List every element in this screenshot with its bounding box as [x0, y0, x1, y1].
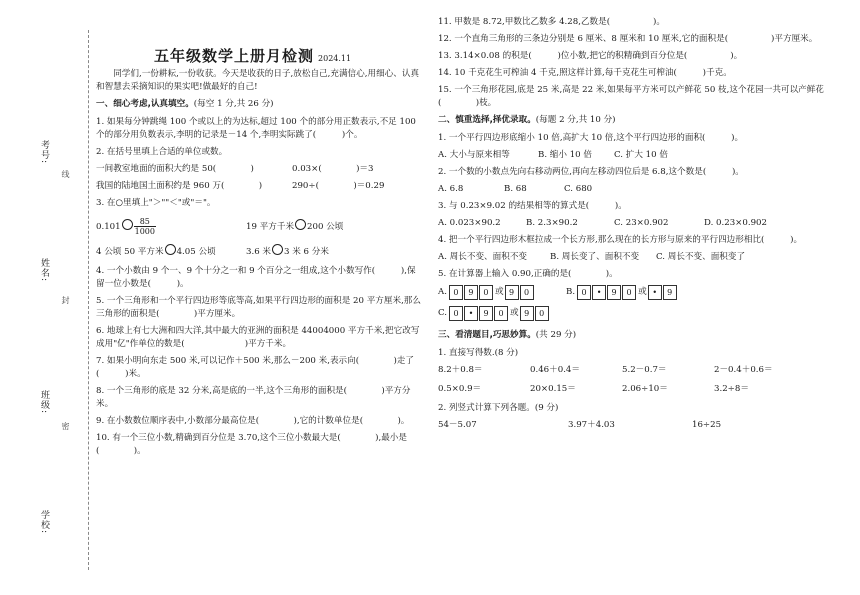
- s2-q5-row1: [438, 285, 836, 300]
- vertical-calc-item: 54－5.07: [438, 420, 477, 430]
- calc-option-c: [438, 306, 550, 321]
- s1-q3-item2: [246, 219, 343, 234]
- or-text: 或: [510, 308, 519, 318]
- option-a-label: A.: [438, 287, 447, 297]
- class-label: 班级:: [39, 390, 49, 415]
- s2-q1: 1. 一个平行四边形底缩小 10 倍,高扩大 10 倍,这个平行四边形的面积( )。: [438, 133, 744, 143]
- left-column: [96, 46, 424, 462]
- option-b: B. 2.3×90.2: [526, 218, 578, 228]
- s3-q2: 2. 列竖式计算下列各题。(9 分): [438, 403, 559, 413]
- s1-q2-line2: [96, 180, 424, 193]
- key-dot: •: [464, 306, 478, 321]
- vertical-calc-item: 3.97＋4.03: [568, 420, 615, 430]
- s1-q3-d2: 3 米 6 分米: [284, 247, 329, 257]
- section3-note: (共 29 分): [535, 330, 577, 340]
- s3-vertical-calc-row: [438, 419, 836, 432]
- exam-number-label: 考号:: [39, 140, 49, 165]
- key-0: 0: [577, 285, 591, 300]
- option-a: A. 周长不变、面积不变: [438, 252, 528, 262]
- key-0: 0: [622, 285, 636, 300]
- keypad-sequence: [505, 285, 535, 300]
- option-b: B. 周长变了、面积不变: [550, 252, 640, 262]
- compare-circle[interactable]: [122, 219, 133, 230]
- fraction-85-1000: [134, 217, 156, 236]
- intro-text: 同学们,一份耕耘,一份收获。今天是收获的日子,放松自己,充满信心,用细心、认真和智慧去采摘知识的果实吧!做最好的自己!: [96, 69, 420, 92]
- vertical-calc-item: 16÷25: [692, 420, 722, 430]
- s3-calc-row2: [438, 383, 836, 396]
- s1-q3-b2: 200 公顷: [307, 221, 344, 232]
- s1-q2-l2b: 290÷( )＝0.29: [292, 181, 385, 191]
- s1-q12: 12. 一个直角三角形的三条边分别是 6 厘米、8 厘米和 10 厘米,它的面积是( )平方厘米。: [438, 34, 818, 44]
- calc-option-b: [566, 285, 678, 300]
- exam-date: 2024.11: [318, 54, 352, 63]
- section1-note: (每空 1 分,共 26 分): [193, 99, 274, 109]
- s1-q4: 4. 一个小数由 9 个一、9 个十分之一和 9 个百分之一组成,这个小数写作( ),保留一位小数是( )。: [96, 266, 416, 289]
- key-0: 0: [535, 306, 549, 321]
- s1-q11: 11. 甲数是 8.72,甲数比乙数多 4.28,乙数是( )。: [438, 17, 665, 27]
- s1-q2-l1b: 0.03×( )＝3: [292, 164, 374, 174]
- fraction-denominator: 1000: [134, 226, 155, 236]
- calc-item: 2.06÷10＝: [622, 384, 668, 394]
- keypad-sequence: [648, 285, 678, 300]
- key-dot: •: [648, 285, 662, 300]
- key-0: 0: [520, 285, 534, 300]
- calc-item: 5.2－0.7＝: [622, 365, 667, 375]
- s2-q3-options: [438, 217, 836, 230]
- s1-q2: 2. 在括号里填上合适的单位或数。: [96, 147, 228, 157]
- s1-q9: 9. 在小数数位顺序表中,小数部分最高位是( ),它的计数单位是( )。: [96, 416, 410, 426]
- seal-char-3: 密: [61, 422, 70, 430]
- s1-q2-l1a: 一间教室地面的面积大约是 50( ): [96, 164, 254, 174]
- key-dot: •: [592, 285, 606, 300]
- keypad-sequence: [577, 285, 637, 300]
- option-b: B. 缩小 10 倍: [538, 150, 592, 160]
- section3-heading: [438, 329, 836, 342]
- section1-heading: [96, 98, 424, 111]
- calc-item: 0.5×0.9＝: [438, 384, 482, 394]
- s1-q6: 6. 地球上有七大洲和四大洋,其中最大的亚洲的面积是 44004000 平方千米,把它改写成用"亿"作单位的数是( )平方千米。: [96, 326, 420, 349]
- compare-circle[interactable]: [165, 244, 176, 255]
- s2-q5-row2: [438, 306, 836, 321]
- s2-q2: 2. 一个数的小数点先向右移动两位,再向左移动四位后是 6.8,这个数是( )。: [438, 167, 744, 177]
- key-0: 0: [449, 306, 463, 321]
- calc-item: 0.46＋0.4＝: [530, 365, 580, 375]
- fraction-numerator: 85: [134, 217, 156, 227]
- s2-q2-options: [438, 183, 836, 196]
- s1-q13: 13. 3.14×0.08 的积是( )位小数,把它的积精确到百分位是( )。: [438, 51, 743, 61]
- student-name-label: 姓名:: [39, 258, 49, 283]
- compare-circle[interactable]: [272, 244, 283, 255]
- s2-q4: 4. 把一个平行四边形木框拉成一个长方形,那么现在的长方形与原来的平行四边形相比( )。: [438, 235, 803, 245]
- seal-char-2: 封: [61, 296, 70, 304]
- s1-q3: 3. 在○里填上"＞""＜"或"＝"。: [96, 198, 216, 208]
- school-label: 学校:: [39, 510, 49, 535]
- binding-dashed-line: [88, 30, 89, 570]
- s1-q7: 7. 如果小明向东走 500 米,可以记作＋500 米,那么－200 米,表示向( )走了( )米。: [96, 356, 414, 379]
- option-c: C. 周长不变、面积变了: [656, 252, 746, 262]
- s1-q3-c1: 4 公顷 50 平方米: [96, 247, 164, 257]
- s1-q2-l2a: 我国的陆地国土面积约是 960 万( ): [96, 181, 263, 191]
- key-9: 9: [607, 285, 621, 300]
- s1-q3-row1: [96, 214, 424, 238]
- section2-note: (每题 2 分,共 10 分): [535, 115, 616, 125]
- key-9: 9: [663, 285, 677, 300]
- s1-q1: 1. 如果每分钟跳绳 100 个或以上的为达标,超过 100 个的部分用正数表示,不足 100 个的部分用负数表示,李明的记录是－14 个,李明实际跳了( )个。: [96, 117, 416, 140]
- s2-q5: 5. 在计算器上输入 0.90,正确的是( )。: [438, 269, 618, 279]
- s2-q3: 3. 与 0.23×9.02 的结果相等的算式是( )。: [438, 201, 627, 211]
- s1-q3-a1: 0.101: [96, 221, 121, 232]
- option-a: A. 6.8: [438, 184, 464, 194]
- s2-q1-options: [438, 149, 836, 162]
- s1-q3-d1: 3.6 米: [246, 247, 271, 257]
- s2-q4-options: [438, 251, 836, 264]
- section2-title: 二、慎重选择,择优录取。: [438, 115, 536, 125]
- key-0: 0: [449, 285, 463, 300]
- keypad-sequence: [449, 306, 509, 321]
- s1-q3-item1: [96, 217, 246, 236]
- s1-q5: 5. 一个三角形和一个平行四边形等底等高,如果平行四边形的面积是 20 平方厘米,那么三角形的面积是( )平方厘米。: [96, 296, 421, 319]
- option-a: A. 0.023×90.2: [438, 218, 501, 228]
- compare-circle[interactable]: [295, 219, 306, 230]
- or-text: 或: [638, 287, 647, 297]
- s1-q3-item4: [246, 244, 329, 259]
- s1-q3-b1: 19 平方千米: [246, 221, 295, 232]
- option-c: C. 扩大 10 倍: [614, 150, 668, 160]
- s1-q8: 8. 一个三角形的底是 32 分米,高是底的一半,这个三角形的面积是( )平方分米。: [96, 386, 411, 409]
- or-text: 或: [494, 287, 504, 297]
- s1-q3-item3: [96, 244, 246, 259]
- calc-item: 3.2÷8＝: [714, 384, 749, 394]
- key-9: 9: [479, 306, 493, 321]
- option-c: C. 23×0.902: [614, 218, 669, 228]
- s1-q2-line1: [96, 163, 424, 176]
- keypad-sequence: [449, 285, 494, 300]
- option-a: A. 大小与原来相等: [438, 150, 510, 160]
- seal-char-1: 线: [61, 170, 70, 178]
- option-c: C. 680: [564, 184, 593, 194]
- key-9: 9: [505, 285, 519, 300]
- s1-q14: 14. 10 千克花生可榨油 4 千克,照这样计算,每千克花生可榨油( )千克。: [438, 68, 732, 78]
- s1-q3-row2: [96, 244, 424, 259]
- key-0: 0: [479, 285, 493, 300]
- calc-item: 8.2＋0.8＝: [438, 365, 483, 375]
- s1-q10: 10. 有一个三位小数,精确到百分位是 3.70,这个三位小数最大是( ),最小是( )。: [96, 433, 407, 456]
- s1-q15: 15. 一个三角形花园,底是 25 米,高是 22 米,如果每平方米可以产鲜花 50 枝,这个花园一共可以产鲜花( )枝。: [438, 85, 824, 108]
- right-column: [438, 16, 836, 436]
- keypad-sequence: [520, 306, 550, 321]
- section3-title: 三、看清题目,巧思妙算。: [438, 330, 536, 340]
- calc-option-a: [438, 285, 566, 300]
- s1-q3-c2: 4.05 公顷: [176, 247, 216, 257]
- key-9: 9: [464, 285, 478, 300]
- option-d: D. 0.23×0.902: [704, 218, 767, 228]
- calc-item: 20×0.15＝: [530, 384, 576, 394]
- section2-heading: [438, 114, 836, 127]
- key-9: 9: [520, 306, 534, 321]
- section1-title: 一、细心考虑,认真填空。: [96, 99, 194, 109]
- option-b: B. 68: [504, 184, 527, 194]
- title-text: 五年级数学上册月检测: [154, 47, 315, 65]
- key-0: 0: [494, 306, 508, 321]
- s3-q1: 1. 直接写得数.(8 分): [438, 348, 519, 358]
- calc-item: 2－0.4＋0.6＝: [714, 365, 773, 375]
- option-b-label: B.: [566, 287, 576, 297]
- s3-calc-row1: [438, 364, 836, 377]
- option-c-label: C.: [438, 308, 448, 318]
